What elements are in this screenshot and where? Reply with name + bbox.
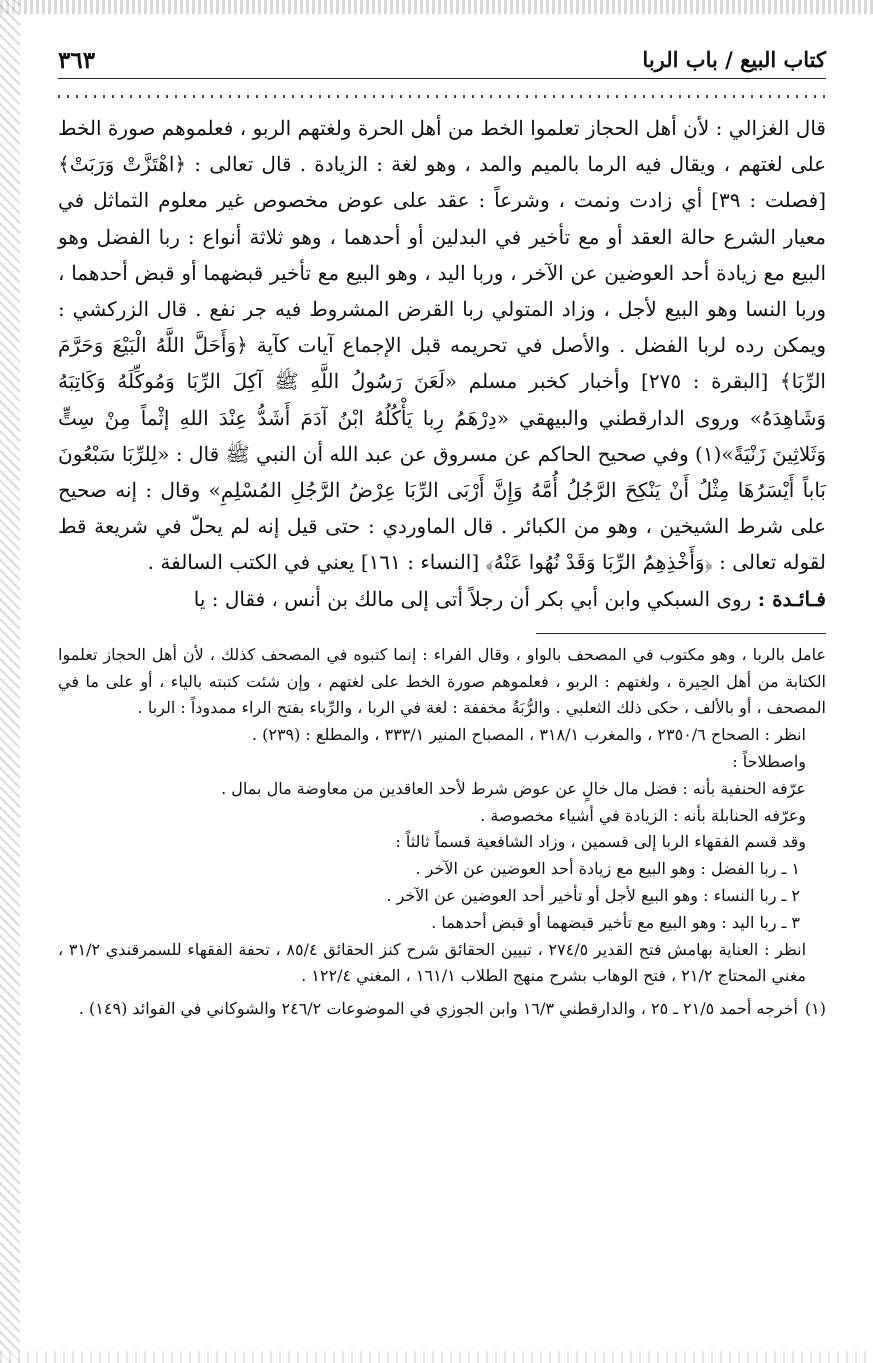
footnote-separator	[536, 633, 826, 634]
faida-label: فـائـدة :	[757, 586, 826, 611]
footnote-1-text: أخرجه أحمد ٢١/٥ ـ ٢٥ ، والدارقطني ١٦/٣ وابن الجوزي في الموضوعات ٢٤٦/٢ والشوكاني في الفوائد (١٤٩) .	[78, 999, 798, 1019]
footnote-1-number: (١)	[804, 999, 826, 1019]
main-paragraph: قال الغزالي : لأن أهل الحجاز تعلموا الخط من أهل الحرة ولغتهم الربو ، فعلموهم صورة الخط على لغتهم ، ويقال فيه الرما بالميم والمد ، وهو لغة : الزيادة . قال تعالى : ﴿اهْتَزَّتْ وَرَبَتْ﴾ [فصلت : ٣٩] أي زادت ونمت ، وشرعاً : عقد على عوض مخصوص غير معلوم التماثل في معيار الشرع حالة العقد أو مع تأخير في البدلين أو أحدهما ، وهو ثلاثة أنواع : ربا الفضل وهو البيع مع زيادة أحد العوضين عن الآخر ، وربا اليد ، وهو البيع مع تأخير قبضهما أو قبض أحدهما ، وربا النسا وهو البيع لأجل ، وزاد المتولي ربا القرض المشروط فيه جر نفع . قال الزركشي : ويمكن رده لربا الفضل . والأصل في تحريمه قبل الإجماع آيات كآية ﴿وَأَحَلَّ اللَّهُ الْبَيْعَ وَحَرَّمَ الرِّبَا﴾ [البقرة : ٢٧٥] وأخبار كخبر مسلم «لَعَنَ رَسُولُ اللَّهِ ﷺ آكِلَ الرِّبَا وَمُوكِّلَهُ وَكَاتِبَهُ وَشَاهِدَهُ» وروى الدارقطني والبيهقي «دِرْهَمُ رِبا يَأْكُلُهُ ابْنُ آدَمَ أَشَدُّ عِنْدَ اللهِ إثْماً مِنْ سِتٍّ وَثَلاثِينَ زَنْيَةً»(١) وفي صحيح الحاكم عن مسروق عن عبد الله أن النبي ﷺ قال : «لِلرِّبَا سَبْعُونَ بَاباً أَيْسَرُهَا مِثْلُ أَنْ يَنْكِحَ الرَّجُلُ أُمَّهُ وَإِنَّ أَرْبَى الرِّبَا عِرْضُ الرَّجُلِ المُسْلِمِ» وقال : إنه صحيح على شرط الشيخين ، وهو من الكبائر . قال الماوردي : حتى قيل إنه لم يحلّ في شريعة قط لقوله تعالى : ﴿وَأَخْذِهِمُ الرِّبَا وَقَدْ نُهُوا عَنْهُ﴾ [النساء : ١٦١] يعني في الكتب السالفة .	[58, 116, 826, 575]
scan-edge-bottom	[0, 1351, 873, 1363]
footnote-istilah: واصطلاحاً :	[732, 752, 806, 772]
footnote-hanafi: عرّفه الحنفية بأنه : فضل مال خالٍ عن عوض شرط لأحد العاقدين من معاوضة مال بمال .	[221, 778, 806, 798]
footnote-type-1: ١ ـ ربا الفضل : وهو البيع مع زيادة أحد العوضين عن الآخر .	[415, 859, 800, 879]
faida-text: روى السبكي وابن أبي بكر أن رجلاً أتى إلى مالك بن أنس ، فقال : يا	[193, 586, 752, 611]
footnote-refs-1: انظر : الصحاح ٢٣٥٠/٦ ، والمغرب ٣١٨/١ ، المصباح المنير ٣٣٣/١ ، والمطلع : (٢٣٩) .	[251, 725, 806, 745]
footnote-continuation: عامل بالربا ، وهو مكتوب في المصحف بالواو ، وقال الفراء : إنما كتبوه في المصحف كذلك ، لأن أهل الحجاز تعلموا الكتابة من أهل الحِيرة ، ولغتهم : الربو ، فعلموهم صورة الخط على لغتهم ، وإن شئت كتبته بالياء ، أو على ما في المصحف ، أو بالألف ، حكى ذلك الثعلبي . والرُّبَةُ مخففة : لغة في الربا ، والرِّباء بفتح الراء ممدوداً : الربا .	[58, 644, 827, 718]
footnote-type-2: ٢ ـ ربا النساء : وهو البيع لأجل أو تأخير أحد العوضين عن الآخر .	[386, 886, 800, 906]
page-number: ٣٦٣	[58, 47, 96, 74]
footnote-hanbali: وعرّفه الحنابلة بأنه : الزيادة في أشياء مخصوصة .	[480, 805, 806, 825]
dotted-divider	[58, 95, 826, 98]
footnote-separator-wrap	[58, 623, 826, 634]
footnotes	[58, 642, 826, 1023]
footnote-divide: وقد قسم الفقهاء الربا إلى قسمين ، وزاد الشافعية قسماً ثالثاً :	[395, 832, 806, 852]
scan-edge-top	[0, 0, 873, 14]
running-header	[58, 30, 826, 79]
footnote-refs-2: انظر : العناية بهامش فتح القدير ٢٧٤/٥ ، تبيين الحقائق شرح كنز الحقائق ٨٥/٤ ، تحفة الفقهاء للسمرقندي ٣١/٢ ، مغني المحتاج ٢١/٢ ، فتح الوهاب بشرح منهج الطلاب ١٦١/١ ، المغني ١٢٢/٤ .	[58, 939, 807, 986]
footnote-type-3: ٣ ـ ربا اليد : وهو البيع مع تأخير قبضهما أو قبض أحدهما .	[431, 912, 800, 932]
book-page	[58, 30, 826, 1023]
faida-line	[58, 581, 826, 617]
footnote-1	[58, 996, 826, 1023]
chapter-title: كتاب البيع / باب الربا	[642, 47, 826, 72]
scan-edge-left	[0, 0, 20, 1363]
main-text-block	[58, 110, 826, 617]
